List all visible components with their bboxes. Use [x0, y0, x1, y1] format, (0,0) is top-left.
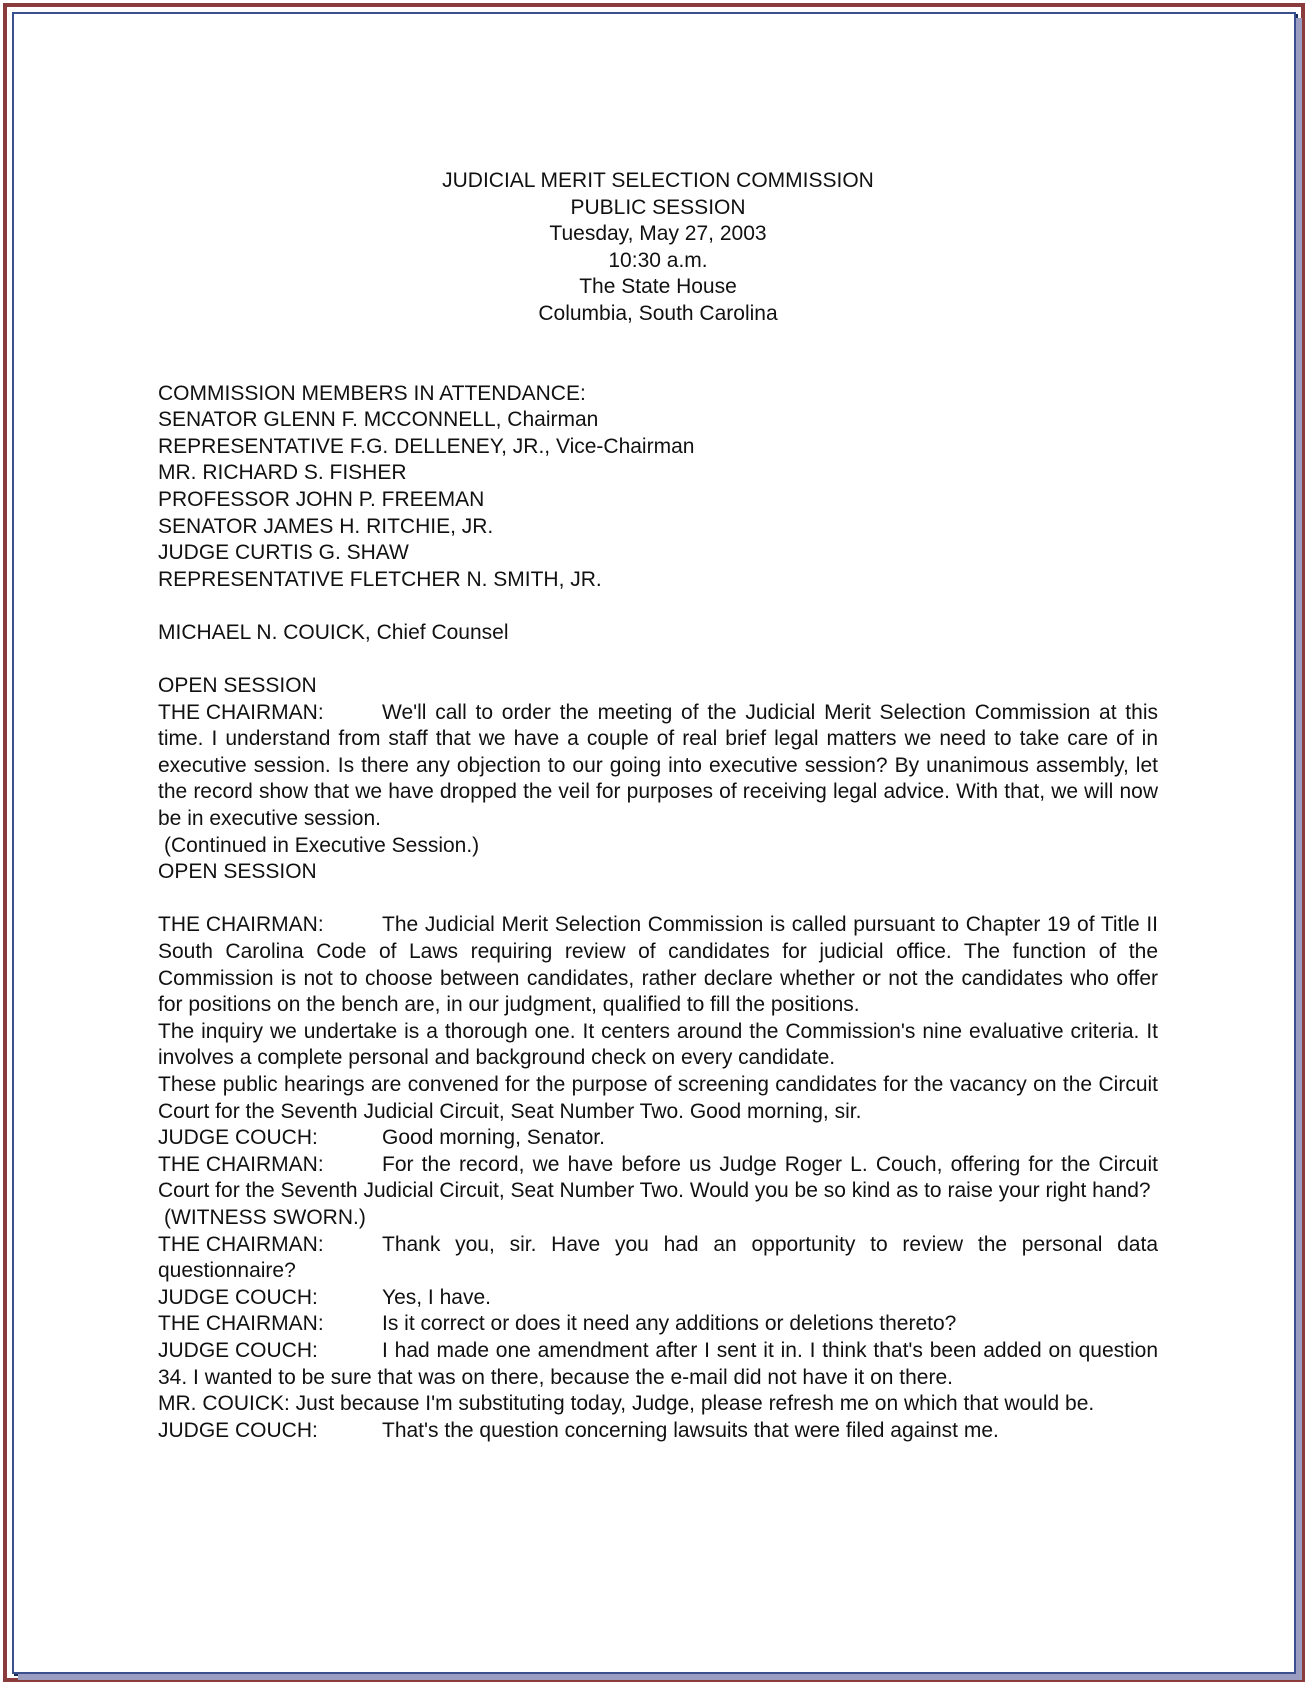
speech-text: The Judicial Merit Selection Commission is called pursuant to Chapter 19 of Title II South Carolina Code of Laws requiring review of candidates for judicial office. The function of the Commission is not to choose between candidates, rather declare whether or not the candidates who offer for positions on the bench are, in our judgment, qualified to fill the positions. — [158, 913, 1158, 1017]
member-item: PROFESSOR JOHN P. FREEMAN — [158, 487, 485, 511]
speaker-label: THE CHAIRMAN: — [158, 1232, 324, 1256]
speaker-label: THE CHAIRMAN: — [158, 1152, 324, 1176]
speaker-label: THE CHAIRMAN: — [158, 913, 324, 937]
header-title: JUDICIAL MERIT SELECTION COMMISSION — [442, 169, 874, 192]
stage-direction: (Continued in Executive Session.) — [164, 833, 480, 857]
speech-text: Is it correct or does it need any additions or deletions thereto? — [382, 1312, 957, 1336]
speech-text: I had made one amendment after I sent it in. I think that's been added on question 34. I wanted to be sure that was on there, because the e-mail did not have it on there. — [158, 1338, 1158, 1389]
member-item: SENATOR GLENN F. MCCONNELL, Chairman — [158, 408, 599, 432]
transcript-paragraph — [158, 1232, 1158, 1285]
member-item: REPRESENTATIVE FLETCHER N. SMITH, JR. — [158, 567, 602, 591]
header-session: PUBLIC SESSION — [570, 195, 746, 219]
chief-counsel: MICHAEL N. COUICK, Chief Counsel — [158, 620, 509, 644]
speech-text: For the record, we have before us Judge Roger L. Couch, offering for the Circuit Court for the Seventh Judicial Circuit, Seat Number Two. Would you be so kind as to raise your right hand? — [158, 1152, 1158, 1203]
attendance-heading: COMMISSION MEMBERS IN ATTENDANCE: — [158, 381, 586, 405]
member-item: REPRESENTATIVE F.G. DELLENEY, JR., Vice-Chairman — [158, 434, 695, 458]
transcript-paragraph: MR. COUICK: Just because I'm substituting today, Judge, please refresh me on which that would be. — [158, 1392, 1095, 1416]
member-item: MR. RICHARD S. FISHER — [158, 461, 407, 485]
transcript-paragraph — [158, 1125, 1158, 1152]
header-time: 10:30 a.m. — [608, 248, 708, 272]
transcript-paragraph: These public hearings are convened for the purpose of screening candidates for the vacancy on the Circuit Court for the Seventh Judicial Circuit, Seat Number Two. Good morning, sir. — [158, 1073, 1158, 1123]
speech-text: We'll call to order the meeting of the Judicial Merit Selection Commission at this time. I understand from staff that we have a couple of real brief legal matters we need to take care of in executive session. Is there any objection to our going into executive session? By unanimous assembly, let the record show that we have dropped the veil for purposes of receiving legal advice. With that, we will now be in executive session. — [158, 700, 1158, 831]
speaker-label: JUDGE COUCH: — [158, 1285, 318, 1309]
transcript-page — [158, 168, 1158, 1444]
speech-text: Yes, I have. — [382, 1285, 491, 1309]
speaker-label: JUDGE COUCH: — [158, 1338, 318, 1362]
speech-text: That's the question concerning lawsuits that were filed against me. — [382, 1418, 999, 1442]
transcript-paragraph — [158, 1338, 1158, 1391]
header-city: Columbia, South Carolina — [538, 301, 778, 325]
attendance-section — [158, 381, 1158, 594]
speaker-label: THE CHAIRMAN: — [158, 1312, 324, 1336]
speech-text: Thank you, sir. Have you had an opportunity to review the personal data questionnaire? — [158, 1232, 1158, 1283]
speaker-label: JUDGE COUCH: — [158, 1418, 318, 1442]
speech-text: Good morning, Senator. — [382, 1126, 605, 1150]
document-header — [158, 168, 1158, 328]
transcript-paragraph: The inquiry we undertake is a thorough one. It centers around the Commission's nine evaluative criteria. It involves a complete personal and background check on every candidate. — [158, 1019, 1158, 1070]
transcript-paragraph — [158, 1285, 1158, 1312]
transcript-paragraph — [158, 912, 1158, 1018]
transcript-paragraph — [158, 1152, 1158, 1205]
member-item: JUDGE CURTIS G. SHAW — [158, 541, 409, 565]
member-item: SENATOR JAMES H. RITCHIE, JR. — [158, 514, 494, 538]
open-session-heading: OPEN SESSION — [158, 860, 317, 884]
speaker-label: JUDGE COUCH: — [158, 1126, 318, 1150]
header-place: The State House — [579, 275, 737, 299]
speaker-label: THE CHAIRMAN: — [158, 700, 324, 724]
open-session-heading: OPEN SESSION — [158, 674, 317, 698]
transcript-paragraph — [158, 700, 1158, 833]
stage-direction: (WITNESS SWORN.) — [164, 1205, 366, 1229]
transcript-paragraph — [158, 1418, 1158, 1445]
header-date: Tuesday, May 27, 2003 — [549, 222, 767, 246]
transcript-paragraph — [158, 1311, 1158, 1338]
